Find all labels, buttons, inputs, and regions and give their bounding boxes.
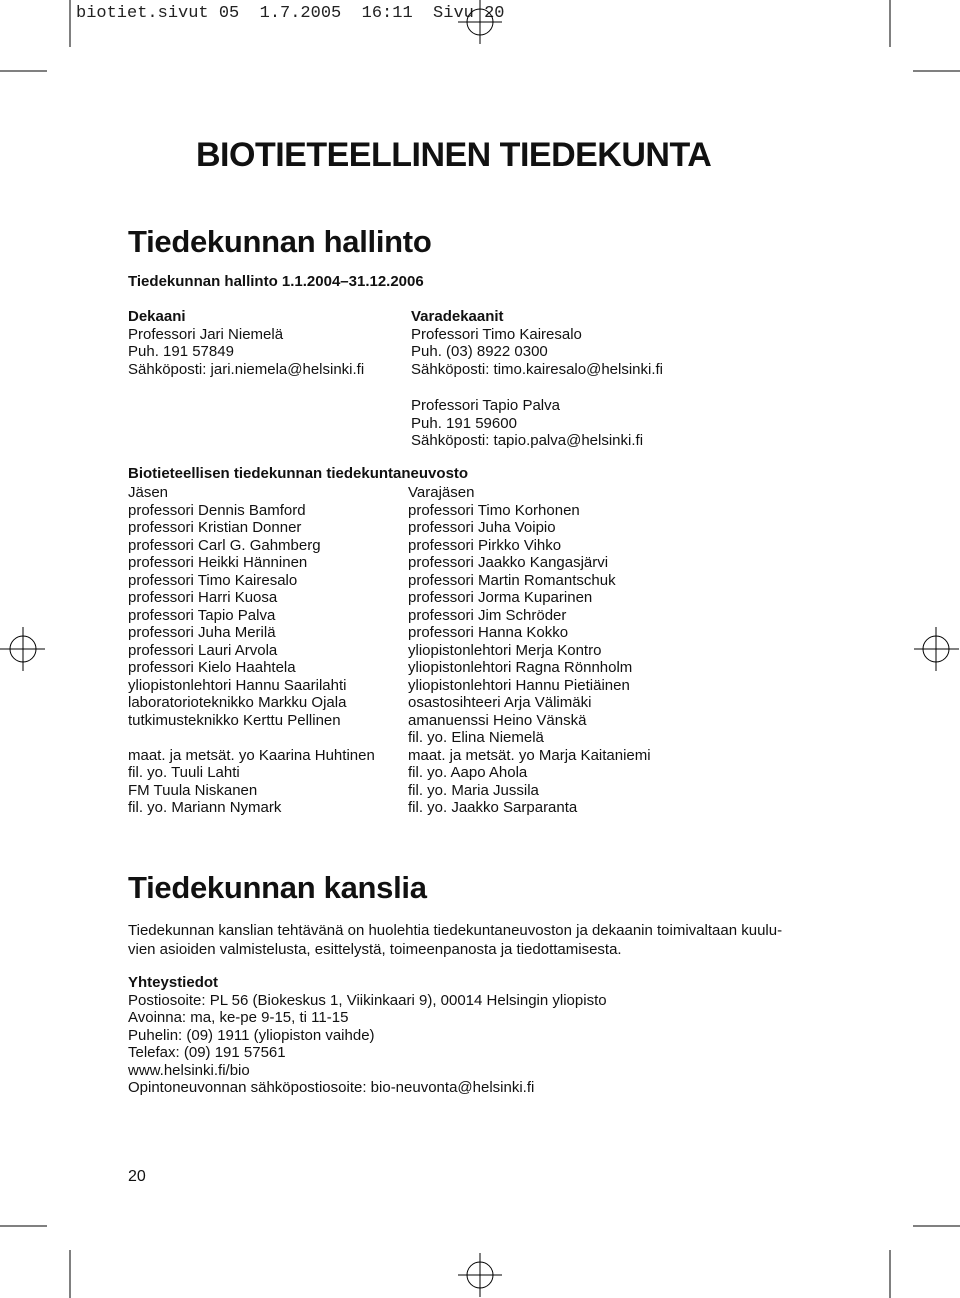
vice-dean-1-email: Sähköposti: timo.kairesalo@helsinki.fi (411, 360, 664, 378)
vice-dean-1-phone: Puh. (03) 8922 0300 (411, 343, 548, 360)
members-header: Jäsen (128, 484, 169, 501)
board-deputy: professori Hanna Kokko (408, 624, 569, 641)
board-deputy: maat. ja metsät. yo Marja Kaitaniemi (408, 746, 651, 764)
board-member: FM Tuula Niskanen (128, 781, 258, 799)
deputies-header: Varajäsen (408, 484, 475, 501)
board-member: professori Tapio Palva (128, 606, 276, 624)
fax-number: Telefax: (09) 191 57561 (128, 1044, 286, 1061)
board-deputy: osastosihteeri Arja Välimäki (408, 694, 592, 711)
board-members-column (128, 484, 375, 817)
board-member: professori Dennis Bamford (128, 501, 306, 519)
board-deputy: professori Jorma Kuparinen (408, 589, 593, 606)
board-member: professori Timo Kairesalo (128, 571, 298, 589)
board-member: professori Harri Kuosa (128, 589, 278, 606)
faculty-title: BIOTIETEELLINEN TIEDEKUNTA (196, 136, 712, 174)
board-member: professori Kielo Haahtela (128, 659, 296, 676)
administration-heading: Tiedekunnan hallinto (128, 224, 432, 259)
board-deputy: fil. yo. Jaakko Sarparanta (408, 799, 578, 816)
board-member: yliopistonlehtori Hannu Saarilahti (128, 676, 347, 694)
office-heading: Tiedekunnan kanslia (128, 870, 427, 905)
board-title: Biotieteellisen tiedekunnan tiedekuntaneuvosto (128, 465, 469, 482)
dean-block (128, 308, 364, 378)
board-deputy: professori Pirkko Vihko (408, 536, 562, 554)
vice-dean-block-2 (411, 397, 643, 450)
board-member: fil. yo. Mariann Nymark (128, 799, 282, 816)
office-description-line: vien asioiden valmistelusta, esittelystä, toimeenpanosta ja tiedottamisesta. (128, 941, 622, 958)
board-member: professori Heikki Hänninen (128, 554, 308, 571)
board-member: professori Kristian Donner (128, 519, 302, 536)
study-email[interactable]: Opintoneuvonnan sähköpostiosoite: bio-neuvonta@helsinki.fi (128, 1079, 535, 1096)
phone-number: Puhelin: (09) 1911 (yliopiston vaihde) (128, 1026, 375, 1044)
postal-address: Postiosoite: PL 56 (Biokeskus 1, Viikinkaari 9), 00014 Helsingin yliopisto (128, 991, 607, 1009)
board-member: maat. ja metsät. yo Kaarina Huhtinen (128, 746, 375, 764)
vice-dean-block-1 (411, 308, 663, 378)
office-description-line: Tiedekunnan kanslian tehtävänä on huolehtia tiedekuntaneuvoston ja dekaanin toimivaltaan kuulu- (128, 922, 783, 939)
board-deputy: professori Martin Romantschuk (408, 571, 616, 589)
board-deputy: professori Juha Voipio (408, 519, 556, 536)
board-deputies-column (408, 484, 651, 817)
opening-hours: Avoinna: ma, ke-pe 9-15, ti 11-15 (128, 1009, 349, 1026)
dean-role: Dekaani (128, 308, 186, 325)
vice-dean-2-name: Professori Tapio Palva (411, 397, 560, 414)
board-deputy: professori Jim Schröder (408, 606, 567, 624)
board-deputy: fil. yo. Elina Niemelä (408, 729, 544, 746)
board-member: laboratorioteknikko Markku Ojala (128, 694, 347, 711)
office-description (128, 921, 818, 959)
administration-period: Tiedekunnan hallinto 1.1.2004–31.12.2006 (128, 273, 424, 290)
board-deputy: professori Timo Korhonen (408, 501, 580, 519)
print-slug: biotiet.sivut 05 1.7.2005 16:11 Sivu 20 (76, 4, 505, 23)
contact-heading: Yhteystiedot (128, 974, 219, 991)
board-deputy: yliopistonlehtori Ragna Rönnholm (408, 659, 633, 676)
board-member: tutkimusteknikko Kerttu Pellinen (128, 711, 341, 729)
dean-name: Professori Jari Niemelä (128, 325, 284, 343)
page-number: 20 (128, 1168, 146, 1185)
vice-dean-2-email: Sähköposti: tapio.palva@helsinki.fi (411, 432, 644, 449)
board-member (128, 729, 375, 747)
dean-email: Sähköposti: jari.niemela@helsinki.fi (128, 360, 365, 378)
contact-block (128, 974, 607, 1097)
dean-phone: Puh. 191 57849 (128, 343, 234, 360)
board-member: professori Juha Merilä (128, 624, 276, 641)
board-deputy: amanuenssi Heino Vänskä (408, 711, 587, 729)
board-member: professori Carl G. Gahmberg (128, 536, 321, 554)
board-deputy: yliopistonlehtori Hannu Pietiäinen (408, 676, 630, 694)
vice-deans-role: Varadekaanit (411, 308, 504, 325)
board-member: professori Lauri Arvola (128, 641, 278, 659)
vice-dean-1-name: Professori Timo Kairesalo (411, 325, 582, 343)
board-deputy: fil. yo. Maria Jussila (408, 781, 539, 799)
board-member: fil. yo. Tuuli Lahti (128, 764, 240, 781)
board-deputy: yliopistonlehtori Merja Kontro (408, 641, 602, 659)
website-link[interactable]: www.helsinki.fi/bio (128, 1061, 250, 1079)
board-deputy: fil. yo. Aapo Ahola (408, 764, 528, 781)
board-deputy: professori Jaakko Kangasjärvi (408, 554, 609, 571)
vice-dean-2-phone: Puh. 191 59600 (411, 414, 517, 432)
